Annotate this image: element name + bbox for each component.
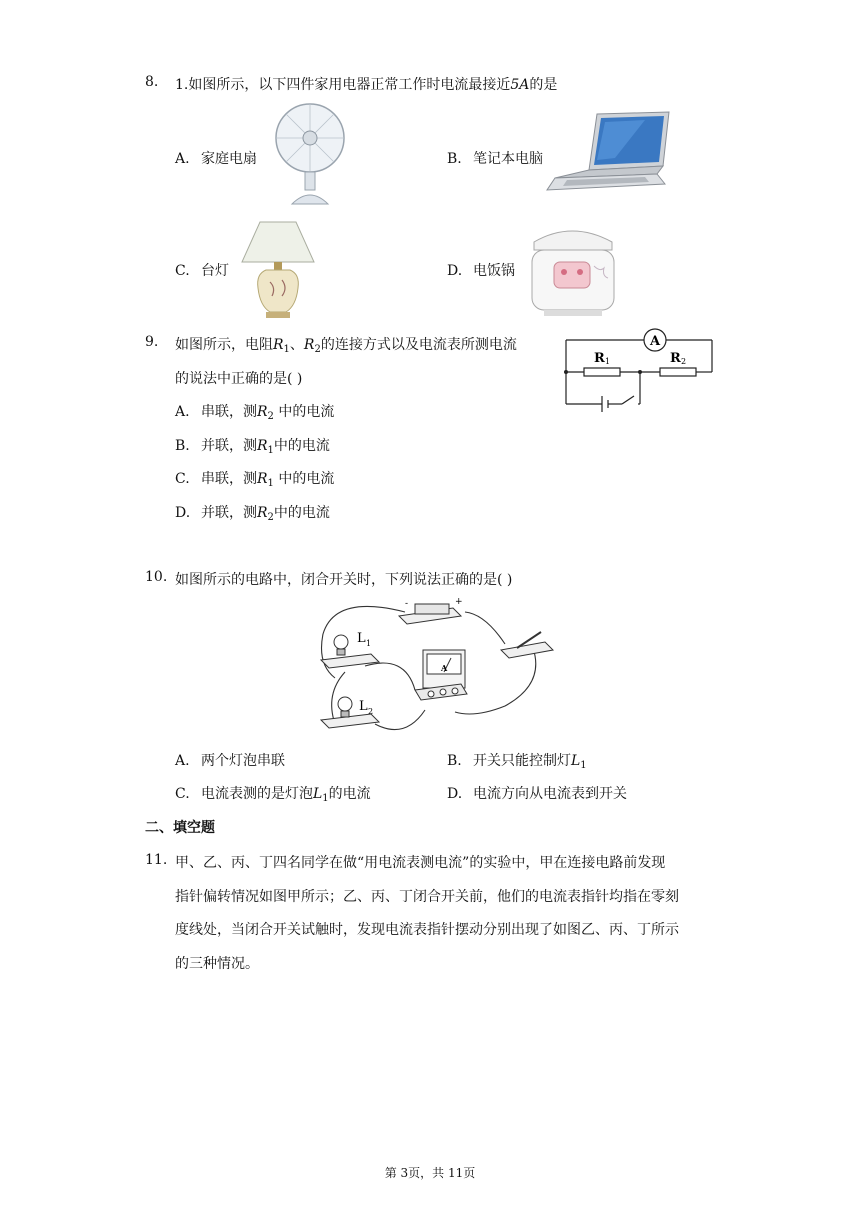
option-letter: B. (447, 151, 462, 167)
option-symbol: R (257, 438, 268, 454)
q8-stem (175, 74, 557, 94)
option-text: 串联，测 (201, 471, 257, 487)
l1-label-sub: 1 (366, 639, 372, 648)
option-text-post: 中的电流 (273, 438, 330, 454)
q9-stem-line2: 的说法中正确的是( ) (175, 371, 303, 387)
q9-option-d (175, 502, 330, 523)
electric-fan-image (270, 100, 350, 208)
option-letter: C. (175, 786, 190, 802)
q8-stem-post: 的是 (529, 77, 558, 93)
q9-number: 9. (145, 334, 159, 350)
q9-option-a (175, 401, 334, 422)
option-letter: C. (175, 263, 190, 279)
option-text: 电流方向从电流表到开关 (473, 786, 627, 802)
q11-line: 度线处，当闭合开关试触时，发现电流表指针摆动分别出现了如图乙、丙、丁所示 (175, 922, 679, 938)
option-letter: D. (175, 505, 191, 521)
ammeter-label: A (649, 334, 661, 349)
q9-r2: R (303, 337, 315, 353)
l1-label: L (357, 631, 366, 646)
battery-plus-label: + (455, 597, 463, 607)
option-text: 家庭电扇 (201, 151, 257, 167)
q8-stem-value: 5 (510, 77, 520, 93)
option-text: 台灯 (201, 263, 229, 279)
option-text-post: 中的电流 (273, 471, 335, 487)
option-subscript: 1 (267, 478, 274, 489)
r1-label: R (594, 351, 605, 366)
option-text: 开关只能控制灯 (473, 753, 571, 769)
q8-stem-unit: A (519, 77, 530, 93)
q10-stem: 如图所示的电路中，闭合开关时，下列说法正确的是( ) (175, 572, 513, 588)
laptop-image (545, 108, 673, 196)
q9-stem-mid: 、 (289, 337, 304, 353)
option-subscript: 1 (580, 760, 587, 771)
option-letter: A. (175, 151, 190, 167)
option-text: 电饭锅 (473, 263, 515, 279)
r1-label-sub: 1 (605, 357, 611, 366)
q9-option-c (175, 468, 334, 489)
q9-stem-pre: 如图所示，电阻 (175, 337, 273, 353)
q9-stem-post: 的连接方式以及电流表所测电流 (320, 337, 517, 353)
q8-option-c (175, 260, 229, 280)
option-symbol: R (257, 471, 268, 487)
option-subscript: 2 (267, 411, 274, 422)
q10-circuit-diagram (305, 594, 555, 740)
option-letter: A. (175, 753, 190, 769)
q10-option-a (175, 750, 285, 770)
page-footer: 第 3页，共 11页 (384, 1166, 476, 1180)
option-letter: B. (447, 753, 462, 769)
q9-stem-line1 (175, 334, 517, 355)
option-letter: A. (175, 404, 190, 420)
q10-number: 10. (145, 569, 168, 585)
table-lamp-image (236, 218, 320, 320)
option-letter: C. (175, 471, 190, 487)
r2-label-sub: 2 (681, 357, 687, 366)
q8-option-b (447, 148, 543, 168)
q9-r1-sub: 1 (283, 344, 290, 355)
q9-r2-sub: 2 (314, 344, 321, 355)
r2-label: R (670, 351, 681, 366)
option-text-post: 的电流 (328, 786, 371, 802)
section-title: 二、填空题 (145, 820, 215, 836)
q11-number: 11. (145, 852, 168, 868)
option-text: 并联，测 (201, 438, 257, 454)
q8-number: 8. (145, 74, 159, 90)
q11-line: 指针偏转情况如图甲所示；乙、丙、丁闭合开关前，他们的电流表指针均指在零刻 (175, 889, 679, 905)
l2-label-sub: 2 (368, 707, 374, 716)
q10-option-d (447, 783, 627, 803)
q10-option-c (175, 783, 371, 804)
option-text: 两个灯泡串联 (201, 753, 285, 769)
q9-r1: R (273, 337, 284, 353)
q9-circuit-diagram (560, 324, 716, 416)
option-text: 串联，测 (201, 404, 257, 420)
q10-option-b (447, 750, 587, 771)
option-text: 并联，测 (201, 505, 257, 521)
option-text-post: 中的电流 (273, 505, 330, 521)
option-letter: B. (175, 438, 190, 454)
q9-option-b (175, 435, 330, 456)
option-symbol: R (257, 505, 268, 521)
q8-stem-pre: 1.如图所示，以下四件家用电器正常工作时电流最接近 (175, 77, 511, 93)
option-text: 电流表测的是灯泡 (201, 786, 313, 802)
option-symbol: L (313, 786, 323, 802)
option-subscript: 1 (322, 793, 329, 804)
meter-label: A (441, 663, 448, 673)
option-text-post: 中的电流 (273, 404, 335, 420)
option-text: 笔记本电脑 (473, 151, 543, 167)
rice-cooker-image (524, 216, 622, 320)
q11-line: 甲、乙、丙、丁四名同学在做“用电流表测电流”的实验中，甲在连接电路前发现 (175, 855, 666, 871)
option-symbol: L (571, 753, 581, 769)
option-symbol: R (257, 404, 268, 420)
battery-minus-label: - (405, 599, 409, 609)
q8-option-a (175, 148, 257, 168)
option-subscript: 2 (267, 512, 274, 523)
option-subscript: 1 (267, 445, 274, 456)
q8-option-d (447, 260, 515, 280)
option-letter: D. (447, 263, 463, 279)
l2-label: L (359, 699, 368, 714)
q11-line: 的三种情况。 (175, 956, 259, 972)
option-letter: D. (447, 786, 463, 802)
